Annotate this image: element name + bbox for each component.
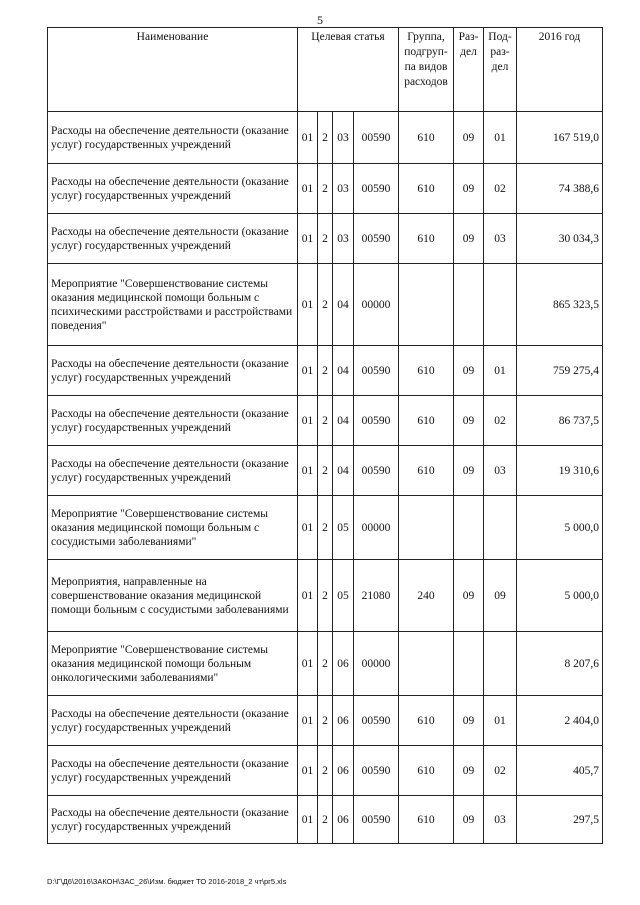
table-row	[48, 396, 603, 446]
cell-t4: 00590	[354, 446, 399, 496]
cell-t4: 00590	[354, 346, 399, 396]
cell-name: Расходы на обеспечение деятельности (оказание услуг) государственных учреждений	[48, 396, 298, 446]
cell-amount: 74 388,6	[517, 164, 603, 214]
cell-t3: 03	[333, 164, 354, 214]
cell-t1: 01	[298, 346, 318, 396]
cell-subsection	[484, 496, 517, 560]
cell-section: 09	[454, 560, 484, 632]
cell-subsection: 03	[484, 796, 517, 844]
page-number: 5	[317, 13, 323, 27]
table-row	[48, 746, 603, 796]
cell-group: 610	[399, 796, 454, 844]
table-row	[48, 346, 603, 396]
cell-t4: 00000	[354, 496, 399, 560]
table-row	[48, 446, 603, 496]
cell-t4: 00000	[354, 632, 399, 696]
cell-t2: 2	[318, 214, 333, 264]
cell-subsection	[484, 632, 517, 696]
cell-t2: 2	[318, 632, 333, 696]
cell-t4: 00590	[354, 696, 399, 746]
cell-amount: 5 000,0	[517, 496, 603, 560]
cell-group: 610	[399, 346, 454, 396]
table-row	[48, 796, 603, 844]
cell-t1: 01	[298, 796, 318, 844]
cell-t2: 2	[318, 112, 333, 164]
table-row	[48, 164, 603, 214]
cell-t3: 04	[333, 446, 354, 496]
cell-amount: 2 404,0	[517, 696, 603, 746]
cell-t1: 01	[298, 496, 318, 560]
cell-subsection: 03	[484, 446, 517, 496]
cell-subsection: 01	[484, 346, 517, 396]
cell-t3: 04	[333, 264, 354, 346]
cell-subsection: 01	[484, 696, 517, 746]
cell-subsection	[484, 264, 517, 346]
cell-amount: 759 275,4	[517, 346, 603, 396]
cell-t1: 01	[298, 696, 318, 746]
table-row	[48, 112, 603, 164]
cell-name: Расходы на обеспечение деятельности (оказание услуг) государственных учреждений	[48, 112, 298, 164]
cell-section	[454, 496, 484, 560]
cell-section	[454, 264, 484, 346]
cell-section: 09	[454, 446, 484, 496]
cell-t4: 00590	[354, 112, 399, 164]
cell-subsection: 02	[484, 746, 517, 796]
header-year: 2016 год	[517, 28, 603, 112]
cell-t1: 01	[298, 164, 318, 214]
cell-t2: 2	[318, 696, 333, 746]
cell-t3: 03	[333, 112, 354, 164]
cell-t1: 01	[298, 264, 318, 346]
cell-group: 610	[399, 446, 454, 496]
cell-group: 610	[399, 696, 454, 746]
cell-group: 240	[399, 560, 454, 632]
header-group: Группа, подгруп- па видов расходов	[399, 28, 454, 112]
cell-section: 09	[454, 696, 484, 746]
table-row	[48, 264, 603, 346]
cell-t4: 00590	[354, 214, 399, 264]
budget-table	[47, 27, 603, 844]
cell-t3: 06	[333, 746, 354, 796]
cell-name: Расходы на обеспечение деятельности (оказание услуг) государственных учреждений	[48, 696, 298, 746]
cell-t1: 01	[298, 560, 318, 632]
footer-file-path: D:\Г\Д6\2016\ЗАКОН\ЗАС_26\Изм. бюджет ТО 2016-2018_2 чт\рг5.xls	[47, 877, 287, 886]
cell-group	[399, 264, 454, 346]
cell-t2: 2	[318, 164, 333, 214]
cell-t2: 2	[318, 746, 333, 796]
cell-t3: 06	[333, 696, 354, 746]
cell-t4: 00590	[354, 164, 399, 214]
table-row	[48, 560, 603, 632]
cell-t2: 2	[318, 396, 333, 446]
cell-t2: 2	[318, 796, 333, 844]
cell-t1: 01	[298, 746, 318, 796]
header-name: Наименование	[48, 28, 298, 112]
cell-t4: 00590	[354, 796, 399, 844]
header-row	[48, 28, 603, 112]
cell-amount: 405,7	[517, 746, 603, 796]
cell-t1: 01	[298, 112, 318, 164]
cell-t3: 04	[333, 346, 354, 396]
cell-amount: 5 000,0	[517, 560, 603, 632]
cell-amount: 297,5	[517, 796, 603, 844]
table-body	[48, 112, 603, 844]
cell-name: Мероприятие "Совершенствование системы оказания медицинской помощи больным с сосудистыми заболеваниями"	[48, 496, 298, 560]
cell-name: Расходы на обеспечение деятельности (оказание услуг) государственных учреждений	[48, 746, 298, 796]
cell-section: 09	[454, 112, 484, 164]
cell-t2: 2	[318, 560, 333, 632]
cell-amount: 8 207,6	[517, 632, 603, 696]
cell-t3: 05	[333, 496, 354, 560]
cell-name: Мероприятие "Совершенствование системы оказания медицинской помощи больным онкологическими заболеваниями"	[48, 632, 298, 696]
cell-subsection: 03	[484, 214, 517, 264]
cell-section: 09	[454, 796, 484, 844]
cell-name: Расходы на обеспечение деятельности (оказание услуг) государственных учреждений	[48, 446, 298, 496]
cell-group: 610	[399, 112, 454, 164]
cell-name: Расходы на обеспечение деятельности (оказание услуг) государственных учреждений	[48, 346, 298, 396]
cell-amount: 865 323,5	[517, 264, 603, 346]
cell-section: 09	[454, 164, 484, 214]
table-row	[48, 496, 603, 560]
cell-t3: 03	[333, 214, 354, 264]
header-subsection: Под- раз- дел	[484, 28, 517, 112]
cell-t4: 00000	[354, 264, 399, 346]
cell-subsection: 01	[484, 112, 517, 164]
cell-t1: 01	[298, 396, 318, 446]
cell-t3: 06	[333, 796, 354, 844]
cell-amount: 86 737,5	[517, 396, 603, 446]
cell-name: Мероприятия, направленные на совершенствование оказания медицинской помощи больным с сосудистыми заболеваниями	[48, 560, 298, 632]
cell-amount: 167 519,0	[517, 112, 603, 164]
cell-subsection: 02	[484, 396, 517, 446]
cell-amount: 19 310,6	[517, 446, 603, 496]
cell-group	[399, 496, 454, 560]
cell-t1: 01	[298, 632, 318, 696]
cell-t1: 01	[298, 446, 318, 496]
cell-t2: 2	[318, 346, 333, 396]
cell-group: 610	[399, 164, 454, 214]
table-row	[48, 696, 603, 746]
cell-t2: 2	[318, 264, 333, 346]
cell-amount: 30 034,3	[517, 214, 603, 264]
cell-t1: 01	[298, 214, 318, 264]
cell-t4: 00590	[354, 746, 399, 796]
cell-t2: 2	[318, 496, 333, 560]
cell-name: Расходы на обеспечение деятельности (оказание услуг) государственных учреждений	[48, 796, 298, 844]
cell-name: Расходы на обеспечение деятельности (оказание услуг) государственных учреждений	[48, 214, 298, 264]
cell-t3: 04	[333, 396, 354, 446]
cell-section: 09	[454, 214, 484, 264]
cell-group: 610	[399, 396, 454, 446]
cell-t2: 2	[318, 446, 333, 496]
cell-section: 09	[454, 746, 484, 796]
cell-t3: 05	[333, 560, 354, 632]
cell-t4: 21080	[354, 560, 399, 632]
cell-section: 09	[454, 346, 484, 396]
cell-group: 610	[399, 214, 454, 264]
cell-t3: 06	[333, 632, 354, 696]
cell-group	[399, 632, 454, 696]
cell-group: 610	[399, 746, 454, 796]
cell-subsection: 02	[484, 164, 517, 214]
header-target: Целевая статья	[298, 28, 399, 112]
cell-t4: 00590	[354, 396, 399, 446]
header-section: Раз- дел	[454, 28, 484, 112]
cell-name: Мероприятие "Совершенствование системы оказания медицинской помощи больным с психическими расстройствами и расстройствами поведения"	[48, 264, 298, 346]
cell-section	[454, 632, 484, 696]
table-row	[48, 632, 603, 696]
cell-name: Расходы на обеспечение деятельности (оказание услуг) государственных учреждений	[48, 164, 298, 214]
cell-subsection: 09	[484, 560, 517, 632]
cell-section: 09	[454, 396, 484, 446]
table-row	[48, 214, 603, 264]
